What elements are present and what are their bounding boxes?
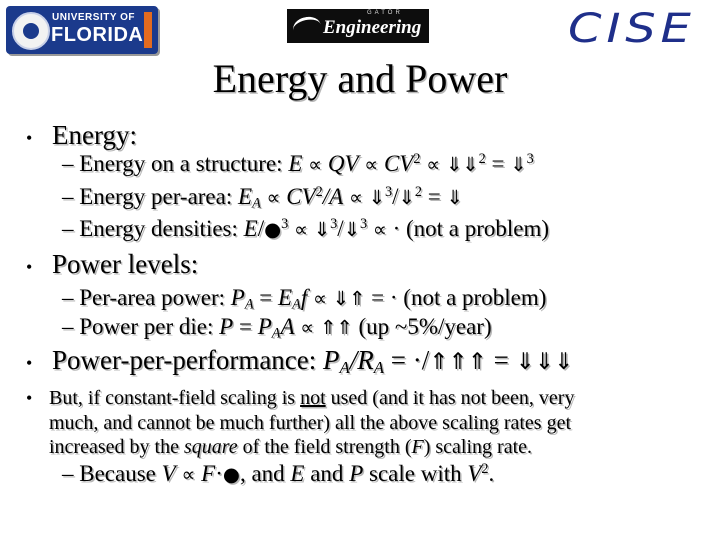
- energy-structure-line: [62, 151, 534, 177]
- energy-per-area-line: [62, 184, 463, 213]
- engineering-logo-sub: GATOR: [367, 10, 403, 16]
- label: Power-per-performance:: [52, 345, 324, 375]
- proportional-icon: ∝: [308, 153, 323, 176]
- bullet-icon: •: [26, 128, 33, 148]
- exponent: 2: [414, 184, 423, 201]
- var-e: E: [243, 216, 258, 241]
- proportional-icon: ∝: [266, 186, 281, 209]
- dash: –: [62, 285, 74, 310]
- label: Energy per-area:: [79, 184, 238, 209]
- var-p: P: [323, 345, 340, 375]
- equals: =: [491, 151, 505, 176]
- var-p: P: [219, 314, 234, 339]
- var-v: V: [161, 461, 176, 486]
- exponent: 3: [385, 184, 393, 201]
- proportional-icon: ∝: [348, 186, 363, 209]
- note: (not a problem): [403, 285, 547, 310]
- equals: =: [233, 314, 258, 339]
- var-e: E: [238, 184, 253, 209]
- university-of-florida-logo: [6, 6, 158, 54]
- dot: ·: [412, 345, 422, 375]
- up-arrows-icon: ⇑⇑⇑: [429, 349, 487, 375]
- var-a: A: [280, 314, 295, 339]
- text: used (and it has not been, very: [325, 387, 575, 409]
- scaling-line-1: [49, 387, 574, 409]
- up-arrows-icon: ⇑⇑: [319, 316, 353, 339]
- text: scale with: [363, 461, 468, 486]
- var-cv: CV: [383, 151, 414, 176]
- down-arrow-icon: ⇓: [343, 218, 360, 241]
- power-per-die-line: [62, 314, 492, 343]
- emphasis-square: square: [183, 436, 238, 458]
- text: But, if constant-field scaling is: [49, 387, 301, 409]
- slash: /: [337, 216, 344, 241]
- var-e: E: [290, 461, 305, 486]
- var-p: P: [349, 461, 364, 486]
- exponent: 2: [315, 184, 323, 201]
- dash: –: [62, 151, 74, 176]
- slash: /: [421, 345, 430, 375]
- feature-size-icon: ●: [222, 463, 240, 486]
- subscript: A: [373, 358, 384, 378]
- down-arrow-icon: ⇓: [368, 186, 386, 209]
- subscript: A: [339, 358, 350, 378]
- text: increased by the: [49, 436, 184, 458]
- var-f: F: [201, 461, 216, 486]
- var-p: P: [230, 285, 245, 310]
- proportional-icon: ∝: [372, 218, 387, 241]
- slash: /: [257, 216, 265, 241]
- label: Power per die:: [79, 314, 220, 339]
- exponent: 2: [478, 151, 486, 168]
- text: ) scaling rate.: [423, 436, 532, 458]
- bullet-icon: •: [26, 353, 33, 373]
- emphasis-not: not: [300, 387, 326, 409]
- subscript: A: [292, 296, 301, 313]
- engineering-logo: [287, 9, 429, 43]
- text: , and: [239, 461, 291, 486]
- per-r: /R: [349, 345, 374, 375]
- exponent: 3: [330, 216, 338, 233]
- per-a: /A: [322, 184, 344, 209]
- down-arrow-icon: ⇓: [313, 218, 331, 241]
- equals: =: [253, 285, 279, 310]
- text: of the field strength (: [237, 436, 412, 458]
- scaling-line-2: much, and cannot be much further) all the above scaling rates get: [49, 412, 572, 434]
- down-up-arrows-icon: ⇓⇑: [332, 287, 366, 310]
- down-arrows-icon: ⇓⇓: [445, 153, 479, 176]
- period: .: [488, 461, 495, 486]
- slash: /: [392, 184, 399, 209]
- down-arrow-icon: ⇓: [510, 153, 527, 176]
- dot: ·: [215, 461, 223, 486]
- exponent: 3: [359, 216, 368, 233]
- power-per-performance-line: [52, 345, 573, 378]
- equals: =: [486, 345, 516, 375]
- down-arrow-icon: ⇓: [446, 186, 463, 209]
- var-e: E: [278, 285, 293, 310]
- var-qv: QV: [327, 151, 359, 176]
- scaling-line-3: [49, 436, 532, 458]
- engineering-logo-text: Engineering: [323, 17, 422, 38]
- text: and: [304, 461, 350, 486]
- subscript: A: [244, 296, 254, 313]
- logo-stripe: [144, 12, 152, 48]
- equals: =: [384, 345, 413, 375]
- down-arrows-icon: ⇓⇓⇓: [515, 349, 574, 375]
- note: (up ~5%/year): [358, 314, 492, 339]
- equals: =: [371, 285, 385, 310]
- proportional-icon: ∝: [294, 218, 308, 241]
- equals: =: [427, 184, 441, 209]
- proportional-icon: ∝: [426, 153, 441, 176]
- proportional-icon: ∝: [181, 463, 196, 486]
- label: Because: [79, 461, 162, 486]
- power-heading: Power levels:: [52, 249, 199, 279]
- var-f: f: [300, 285, 308, 310]
- gator-icon: [291, 14, 323, 40]
- energy-heading: Energy:: [52, 120, 137, 150]
- var-cv: CV: [286, 184, 316, 209]
- because-line: [62, 461, 494, 487]
- seal-icon: [12, 12, 50, 50]
- dash: –: [62, 216, 74, 241]
- logo-line2: FLORIDA: [51, 24, 144, 46]
- var-f: F: [411, 436, 424, 458]
- cise-logo: CISE: [568, 6, 696, 52]
- exponent: 2: [413, 151, 421, 168]
- proportional-icon: ∝: [312, 287, 327, 310]
- label: Energy densities:: [79, 216, 244, 241]
- bullet-icon: •: [26, 257, 33, 277]
- dash: –: [62, 184, 74, 209]
- proportional-icon: ∝: [364, 153, 379, 176]
- label: Per-area power:: [79, 285, 231, 310]
- note: (not a problem): [405, 216, 550, 241]
- exponent: 3: [526, 151, 534, 168]
- var-v: V: [467, 461, 482, 486]
- logo-line1: UNIVERSITY OF: [52, 12, 135, 23]
- dash: –: [62, 314, 74, 339]
- bullet-icon: •: [26, 388, 33, 408]
- var-p: P: [257, 314, 272, 339]
- exponent: 3: [281, 216, 289, 233]
- subscript: A: [252, 195, 261, 212]
- subscript: A: [271, 325, 281, 342]
- exponent: 2: [481, 461, 489, 478]
- dash: –: [62, 461, 74, 486]
- feature-size-icon: ●: [264, 218, 282, 241]
- slide-title: Energy and Power: [212, 56, 508, 101]
- label: Energy on a structure:: [79, 151, 289, 176]
- dot: ·: [392, 216, 401, 241]
- per-area-power-line: [62, 285, 546, 314]
- down-arrow-icon: ⇓: [398, 186, 415, 209]
- energy-densities-line: [62, 216, 549, 242]
- proportional-icon: ∝: [300, 316, 315, 339]
- var-e: E: [288, 151, 303, 176]
- dot: ·: [389, 285, 398, 310]
